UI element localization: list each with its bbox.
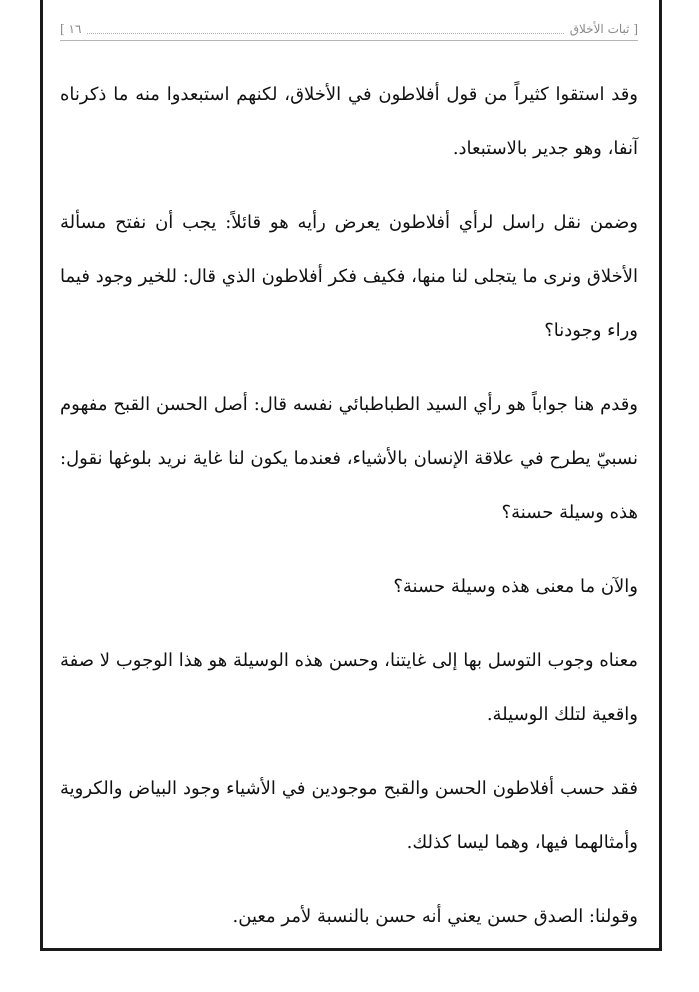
paragraph: معناه وجوب التوسل بها إلى غايتنا، وحسن هذه الوسيلة هو هذا الوجوب لا صفة واقعية لتلك الوسيلة. bbox=[60, 650, 638, 725]
paragraph: والآن ما معنى هذه وسيلة حسنة؟ bbox=[393, 576, 638, 597]
paragraph: وضمن نقل راسل لرأي أفلاطون يعرض رأيه هو قائلاً: يجب أن نفتح مسألة الأخلاق ونرى ما يتجلى لنا منها، فكيف فكر أفلاطون الذي قال: للخير وجود فيما وراء وجودنا؟ bbox=[60, 212, 638, 341]
paragraph: فقد حسب أفلاطون الحسن والقبح موجودين في الأشياء وجود البياض والكروية وأمثالهما فيها، وهما ليسا كذلك. bbox=[60, 778, 638, 853]
header-title: [ ثبات الأخلاق bbox=[569, 22, 638, 36]
paragraph: وقد استقوا كثيراً من قول أفلاطون في الأخلاق، لكنهم استبعدوا منه ما ذكرناه آنفا، وهو جدير بالاستبعاد. bbox=[60, 84, 638, 159]
running-header bbox=[60, 18, 638, 41]
header-dot-leader bbox=[87, 33, 563, 34]
paragraph: وقولنا: الصدق حسن يعني أنه حسن بالنسبة لأمر معين. bbox=[232, 906, 638, 927]
body-text bbox=[60, 68, 638, 964]
paragraph: وقدم هنا جواباً هو رأي السيد الطباطبائي نفسه قال: أصل الحسن القبح مفهوم نسبيّ يطرح في علاقة الإنسان بالأشياء، فعندما يكون لنا غاية نريد بلوغها نقول: هذه وسيلة حسنة؟ bbox=[60, 394, 638, 523]
page-number: ١٦ ] bbox=[60, 22, 82, 36]
